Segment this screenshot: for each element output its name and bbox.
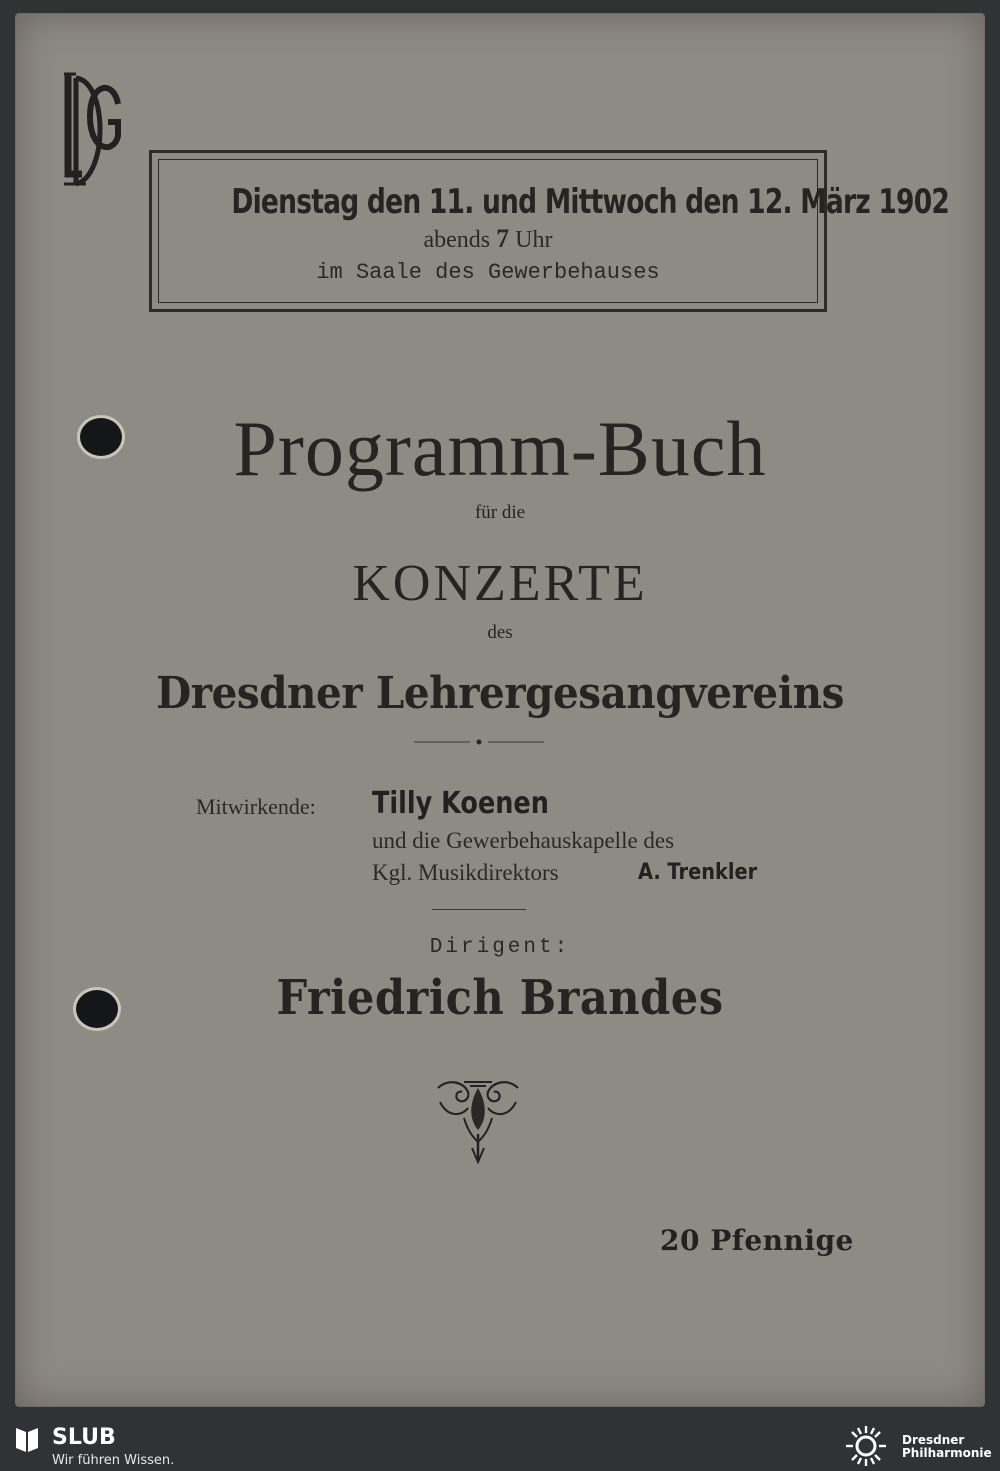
time-suffix: Uhr: [515, 227, 553, 253]
divider-ornament: [414, 738, 544, 746]
philharmonie-sunburst-icon: [840, 1424, 892, 1468]
time-hour: 7: [496, 224, 510, 253]
des-text: des: [487, 622, 513, 643]
slub-tagline: Wir führen Wissen.: [52, 1453, 175, 1468]
short-divider: [432, 909, 526, 910]
soloist-name: Tilly Koenen: [372, 786, 549, 821]
program-title: Programm-Buch: [233, 405, 767, 492]
orchestra-line: und die Gewerbehauskapelle des: [372, 828, 675, 853]
concert-dates: Dienstag den 11. und Mittwoch den 12. März 1902: [231, 182, 950, 222]
philharmonie-line1: Dresdner: [902, 1433, 965, 1447]
ldg-monogram-logo: [56, 56, 126, 196]
philharmonie-line2: Philharmonie: [902, 1446, 992, 1460]
director-name: A. Trenkler: [638, 860, 758, 885]
dirigent-label: Dirigent:: [429, 936, 571, 959]
concert-venue: im Saale des Gewerbehauses: [316, 260, 660, 285]
philharmonie-logo-text: [902, 1434, 992, 1460]
society-name: Dresdner Lehrergesangvereins: [156, 668, 844, 719]
program-cover: [16, 14, 984, 1406]
concert-time: [159, 224, 817, 254]
footer-bar: [0, 1420, 1000, 1471]
price: 20 Pfennige: [660, 1224, 854, 1257]
director-prefix: Kgl. Musikdirektors: [372, 860, 559, 885]
conductor-name: Friedrich Brandes: [276, 970, 724, 1026]
date-box: [149, 150, 950, 312]
konzerte-heading: KONZERTE: [352, 555, 648, 612]
date-box-inner: [158, 159, 950, 303]
slub-logo-text: SLUB: [52, 1425, 116, 1450]
slub-book-icon: [14, 1424, 40, 1454]
time-prefix: abends: [423, 227, 491, 253]
fuer-die-text: für die: [474, 502, 526, 523]
floral-ornament-icon: [434, 1078, 522, 1164]
mitwirkende-label: Mitwirkende:: [196, 794, 316, 819]
